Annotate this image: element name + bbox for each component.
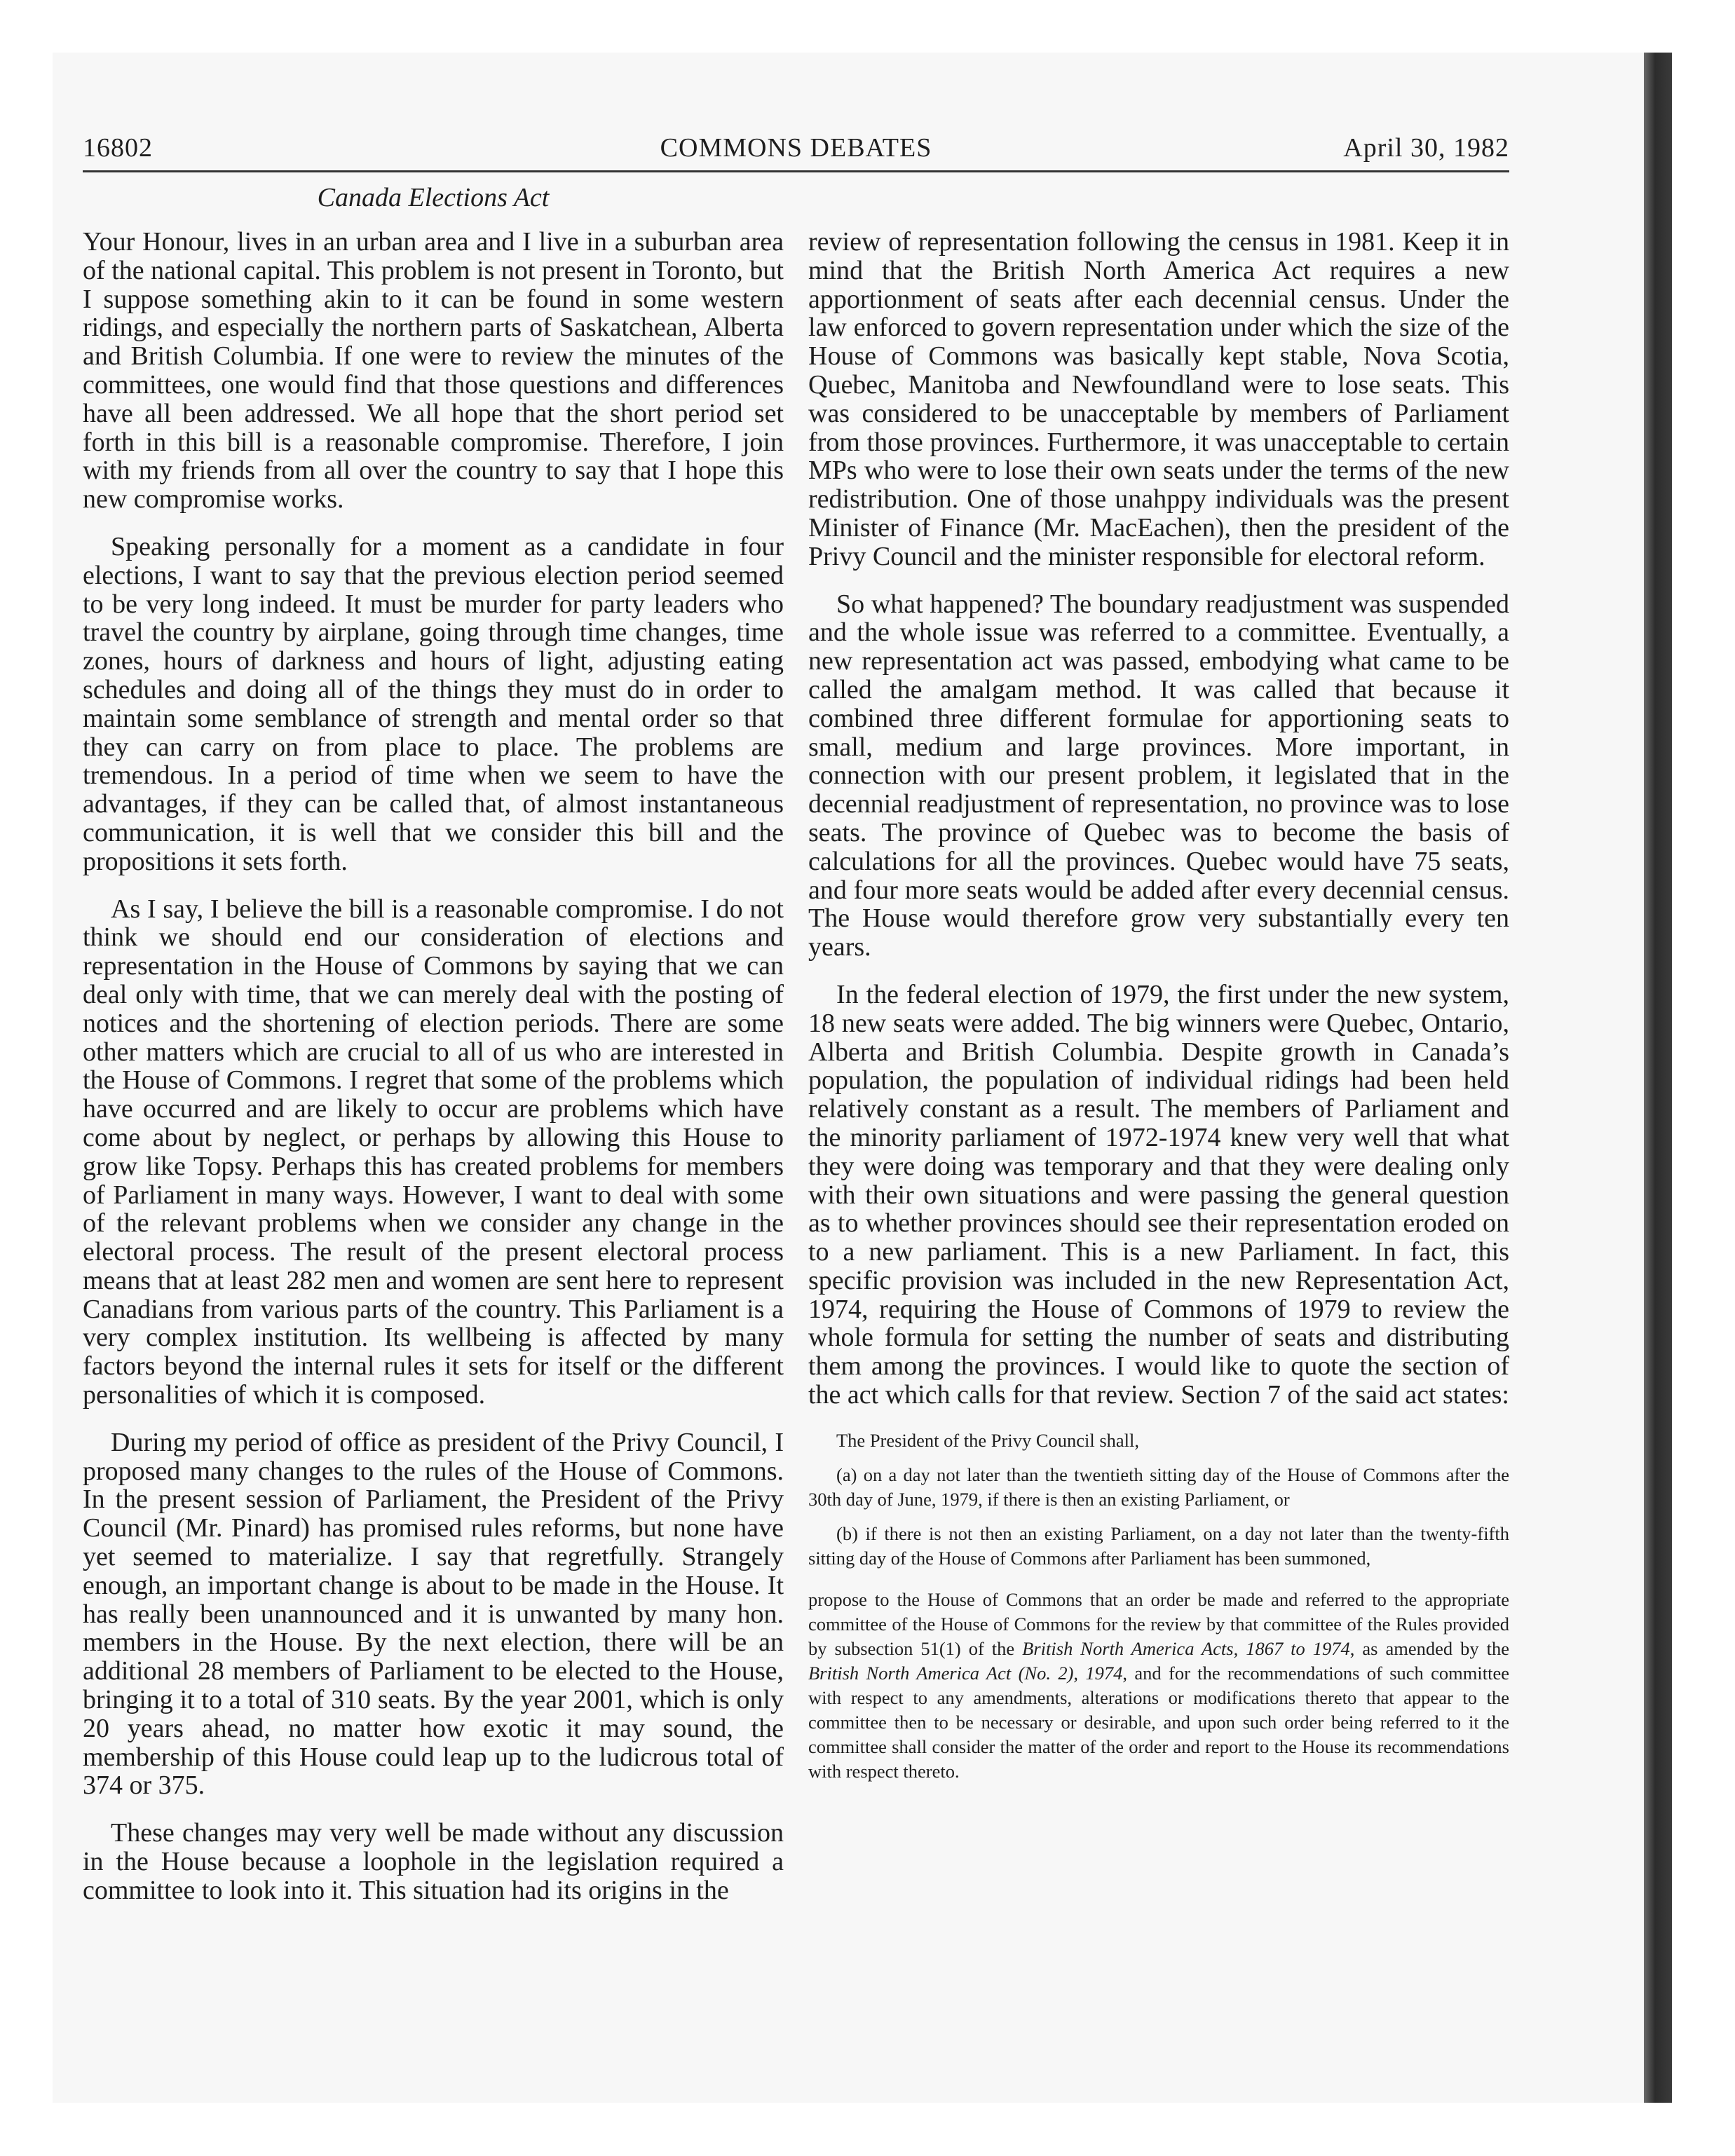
paragraph: During my period of office as president of the Privy Council, I proposed many changes to the rules of the House of Commons. In the present session of Parliament, the President of the Privy Council (Mr. Pinard) has promised rules reforms, but none have yet seemed to materialize. I say that regretfully. Strangely enough, an important change is about to be made in the House. It has really been unannounced and it is unwanted by many hon. members in the House. By the next election, there will be an additional 28 members of Parliament to be elected to the House, bringing it to a total of 310 seats. By the year 2001, which is only 20 years ahead, no matter how exotic it may sound, the membership of this House could leap up to the ludicrous total of 374 or 375.: [83, 1427, 784, 1801]
quote-tail-text: propose to the House of Commons that an order be made and referred to the appropriate committee of the House of Commons for the review by that committee of the Rules provided by subsection 51(1) of the: [808, 1588, 1509, 1659]
paragraph: These changes may very well be made without any discussion in the House because a loophole in the legislation required a committee to look into it. This situation had its origins in the: [83, 1818, 784, 1905]
quote-tail-text: , as amended by the: [1349, 1637, 1509, 1659]
paragraph: As I say, I believe the bill is a reasonable compromise. I do not think we should end our consideration of elections and representation in the House of Commons by saying that we can deal only with time, that we can merely deal with the posting of notices and the shortening of election periods. There are some other matters which are crucial to all of us who are interested in the House of Commons. I regret that some of the problems which have occurred and are likely to occur are problems which have come about by neglect, or perhaps by allowing this House to grow like Topsy. Perhaps this has created problems for members of Parliament in many ways. However, I want to deal with some of the relevant problems when we consider any change in the electoral process. The result of the present electoral process means that at least 282 men and women are sent here to represent Canadians from various parts of the country. This Parliament is a very complex institution. Its wellbeing is affected by many factors beyond the internal rules it sets for itself or the different personalities of which it is composed.: [83, 894, 784, 1410]
quote-intro: The President of the Privy Council shall,: [836, 1429, 1140, 1451]
paragraph: So what happened? The boundary readjustment was suspended and the whole issue was referred to a committee. Eventually, a new representation act was passed, embodying what came to be called the amalgam method. It was called that because it combined three different formulae for apportioning seats to small, medium and large provinces. More important, in connection with our present problem, it legislated that in the decennial readjustment of representation, no province was to lose seats. The province of Quebec was to become the basis of calculations for all the provinces. Quebec would have 75 seats, and four more seats would be added after every decennial census. The House would therefore grow very substantially every ten years.: [808, 589, 1509, 962]
quote-tail-text: , and for the recommendations of such committee with respect to any amendments, alterations or modifications thereto that appear to the committee then to be necessary or desirable, and upon such order being referred to it the committee shall consider the matter of the order and report to the House its recommendations with respect thereto.: [808, 1662, 1509, 1782]
quote-item-a: (a) on a day not later than the twentieth sitting day of the House of Commons after the 30th day of June, 1979, if there is then an existing Parliament, or: [808, 1464, 1509, 1510]
paragraph: Speaking personally for a moment as a candidate in four elections, I want to say that the previous election period seemed to be very long indeed. It must be murder for party leaders who travel the country by airplane, going through time changes, time zones, hours of darkness and hours of light, adjusting eating schedules and doing all of the things they must do in order to maintain some semblance of strength and mental order so that they can carry on from place to place. The problems are tremendous. In a period of time when we seem to have the advantages, if they can be called that, of almost instantaneous communication, it is well that we consider this bill and the propositions it sets forth.: [83, 531, 784, 876]
act-citation: British North America Acts, 1867 to 1974: [1022, 1637, 1350, 1659]
left-column: [83, 228, 784, 1924]
page-number: 16802: [83, 133, 153, 163]
running-head: Canada Elections Act: [317, 183, 550, 212]
publication-title: COMMONS DEBATES: [660, 133, 932, 163]
quote-item-b: (b) if there is not then an existing Parliament, on a day not later than the twenty-fifth sitting day of the House of Commons after Parliament has been summoned,: [808, 1522, 1509, 1569]
paragraph: In the federal election of 1979, the first under the new system, 18 new seats were added. The big winners were Quebec, Ontario, Alberta and British Columbia. Despite growth in Canada’s population, the population of individual ridings had been held relatively constant as a result. The members of Parliament and the minority parliament of 1972-1974 knew very well that what they were doing was temporary and that they were dealing only with their own situations and were passing the general question as to whether provinces should see their representation eroded on to a new parliament. This is a new Parliament. In fact, this specific provision was included in the new Representation Act, 1974, requiring the House of Commons of 1979 to review the whole formula for setting the number of seats and distributing them among the provinces. I would like to quote the section of the act which calls for that review. Section 7 of the said act states:: [808, 979, 1509, 1410]
paragraph: Your Honour, lives in an urban area and I live in a suburban area of the national capital. This problem is not present in Toronto, but I suppose something akin to it can be found in some western ridings, and especially the northern parts of Saskatchean, Alberta and British Columbia. If one were to review the minutes of the committees, one would find that those questions and differences have all been addressed. We all hope that the short period set forth in this bill is a reasonable compromise. Therefore, I join with my friends from all over the country to say that I hope this new compromise works.: [83, 227, 784, 514]
binding-edge: [1644, 53, 1672, 2103]
quote-tail: [808, 1588, 1509, 1784]
page-header: [83, 123, 1509, 172]
statute-quotation: [808, 1428, 1509, 1784]
right-column: [808, 228, 1509, 1794]
publication-date: April 30, 1982: [1343, 133, 1509, 163]
paragraph: review of representation following the census in 1981. Keep it in mind that the British North America Act requires a new apportionment of seats after each decennial census. Under the law enforced to govern representation under which the size of the House of Commons was basically kept stable, Nova Scotia, Quebec, Manitoba and Newfoundland were to lose seats. This was considered to be unacceptable by members of Parliament from those provinces. Furthermore, it was unacceptable to certain MPs who were to lose their own seats under the terms of the new redistribution. One of those unahppy individuals was the present Minister of Finance (Mr. MacEachen), then the president of the Privy Council and the minister responsible for electoral reform.: [808, 227, 1509, 571]
act-citation: British North America Act (No. 2), 1974: [808, 1662, 1123, 1684]
